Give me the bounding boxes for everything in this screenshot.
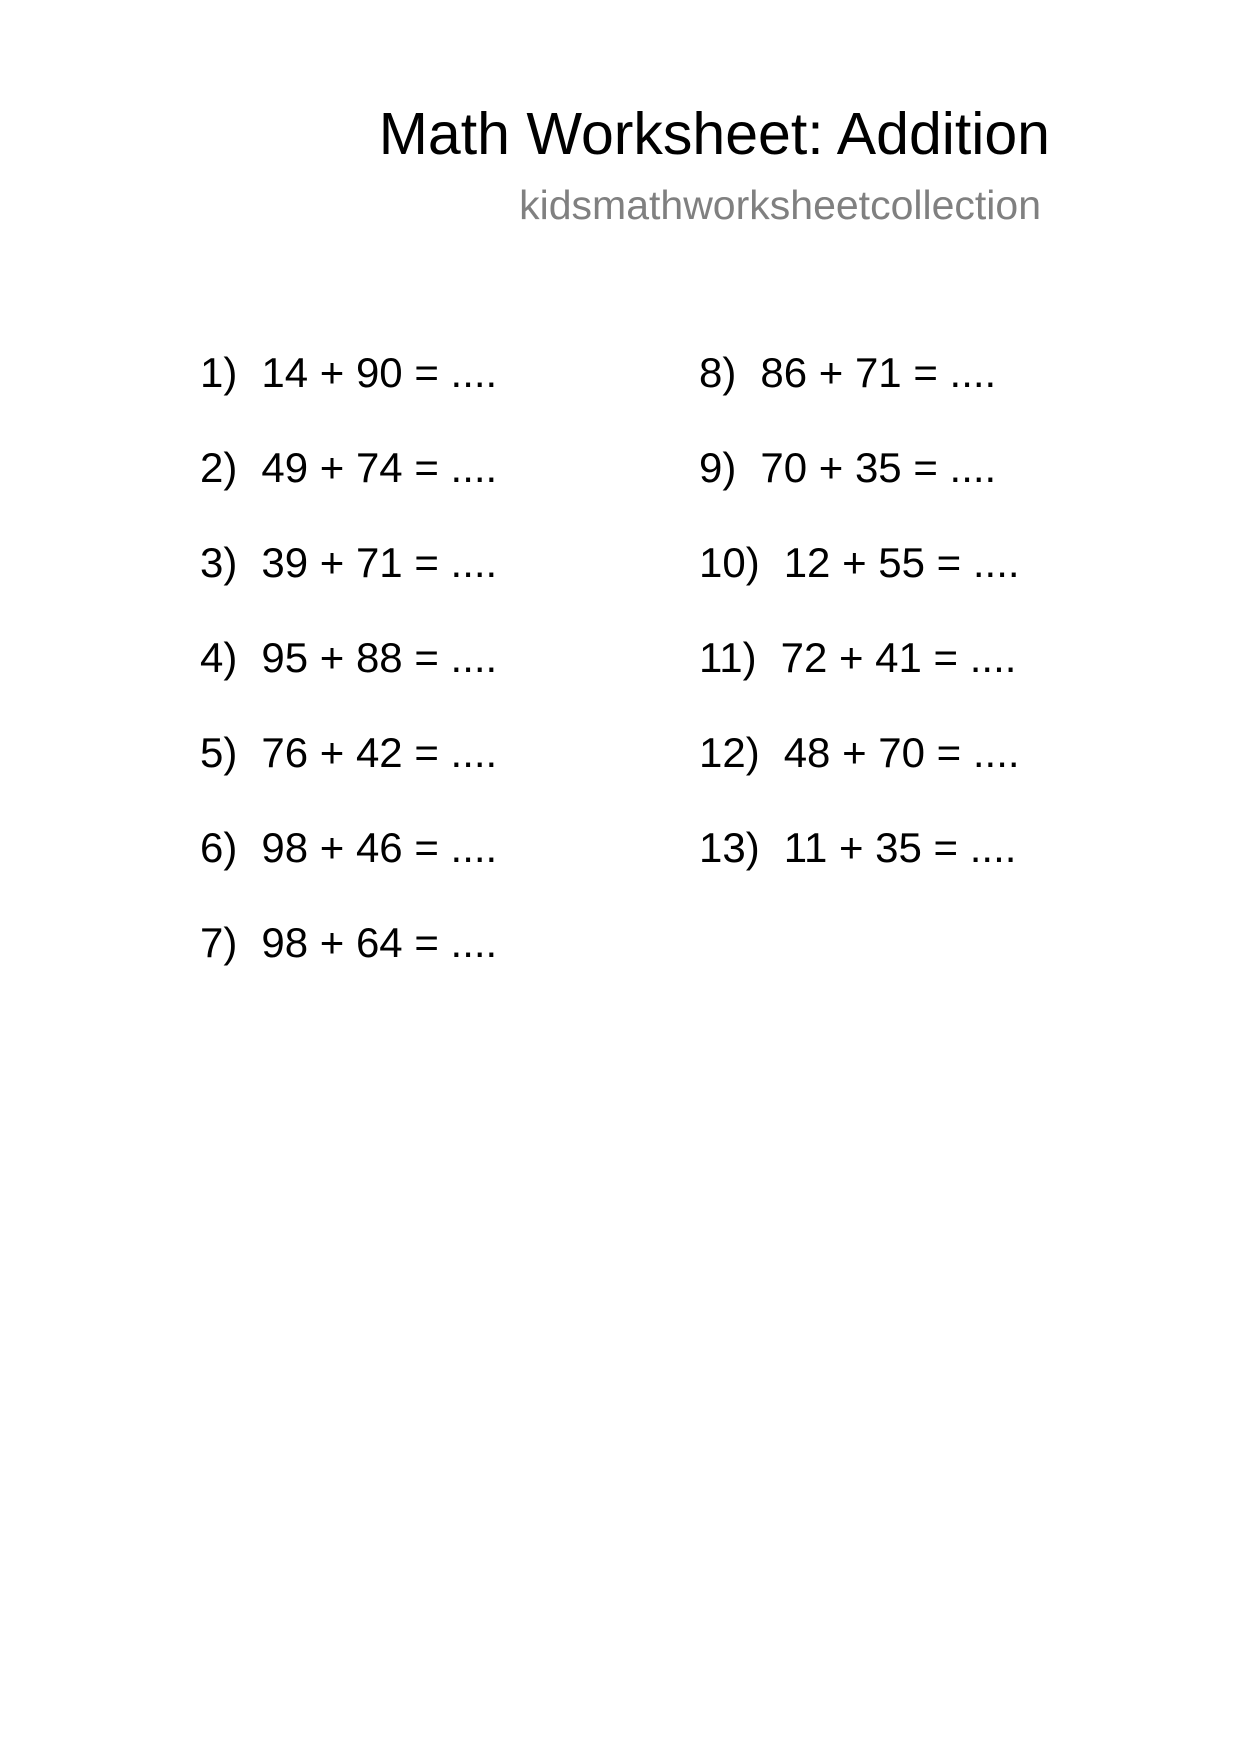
problem-number: 3) bbox=[200, 539, 238, 586]
problem-number: 11) bbox=[699, 634, 757, 681]
problem-number: 5) bbox=[200, 729, 238, 776]
problem-item bbox=[699, 728, 1020, 823]
problem-number: 7) bbox=[200, 919, 238, 966]
page-title: Math Worksheet: Addition bbox=[378, 101, 1050, 167]
problem-item bbox=[200, 633, 497, 728]
problem-item bbox=[200, 918, 497, 1013]
problem-item bbox=[699, 348, 1020, 443]
problem-item bbox=[200, 823, 497, 918]
problem-expression: 72 + 41 = .... bbox=[780, 634, 1017, 681]
problem-item bbox=[699, 538, 1020, 633]
problem-expression: 14 + 90 = .... bbox=[261, 349, 498, 396]
problem-expression: 95 + 88 = .... bbox=[261, 634, 498, 681]
problem-number: 10) bbox=[699, 539, 760, 586]
problem-item bbox=[200, 443, 497, 538]
problem-column-right bbox=[699, 348, 1020, 918]
problem-number: 4) bbox=[200, 634, 238, 681]
problem-expression: 76 + 42 = .... bbox=[261, 729, 498, 776]
page-subtitle: kidsmathworksheetcollection bbox=[519, 182, 1041, 228]
problem-number: 2) bbox=[200, 444, 238, 491]
problem-item bbox=[200, 538, 497, 633]
problem-expression: 12 + 55 = .... bbox=[783, 539, 1020, 586]
problem-item bbox=[200, 348, 497, 443]
problem-expression: 11 + 35 = .... bbox=[783, 824, 1017, 871]
problem-number: 12) bbox=[699, 729, 760, 776]
problem-number: 9) bbox=[699, 444, 737, 491]
problem-expression: 49 + 74 = .... bbox=[261, 444, 498, 491]
problem-column-left bbox=[200, 348, 497, 1013]
problem-item bbox=[699, 823, 1020, 918]
problem-item bbox=[699, 633, 1020, 728]
problem-expression: 48 + 70 = .... bbox=[783, 729, 1020, 776]
problem-expression: 70 + 35 = .... bbox=[760, 444, 997, 491]
problem-item bbox=[200, 728, 497, 823]
problem-expression: 98 + 64 = .... bbox=[261, 919, 498, 966]
problem-item bbox=[699, 443, 1020, 538]
problem-expression: 39 + 71 = .... bbox=[261, 539, 498, 586]
problem-expression: 98 + 46 = .... bbox=[261, 824, 498, 871]
problem-number: 1) bbox=[200, 349, 238, 396]
problem-number: 13) bbox=[699, 824, 760, 871]
problem-number: 6) bbox=[200, 824, 238, 871]
problem-expression: 86 + 71 = .... bbox=[760, 349, 997, 396]
problem-number: 8) bbox=[699, 349, 737, 396]
